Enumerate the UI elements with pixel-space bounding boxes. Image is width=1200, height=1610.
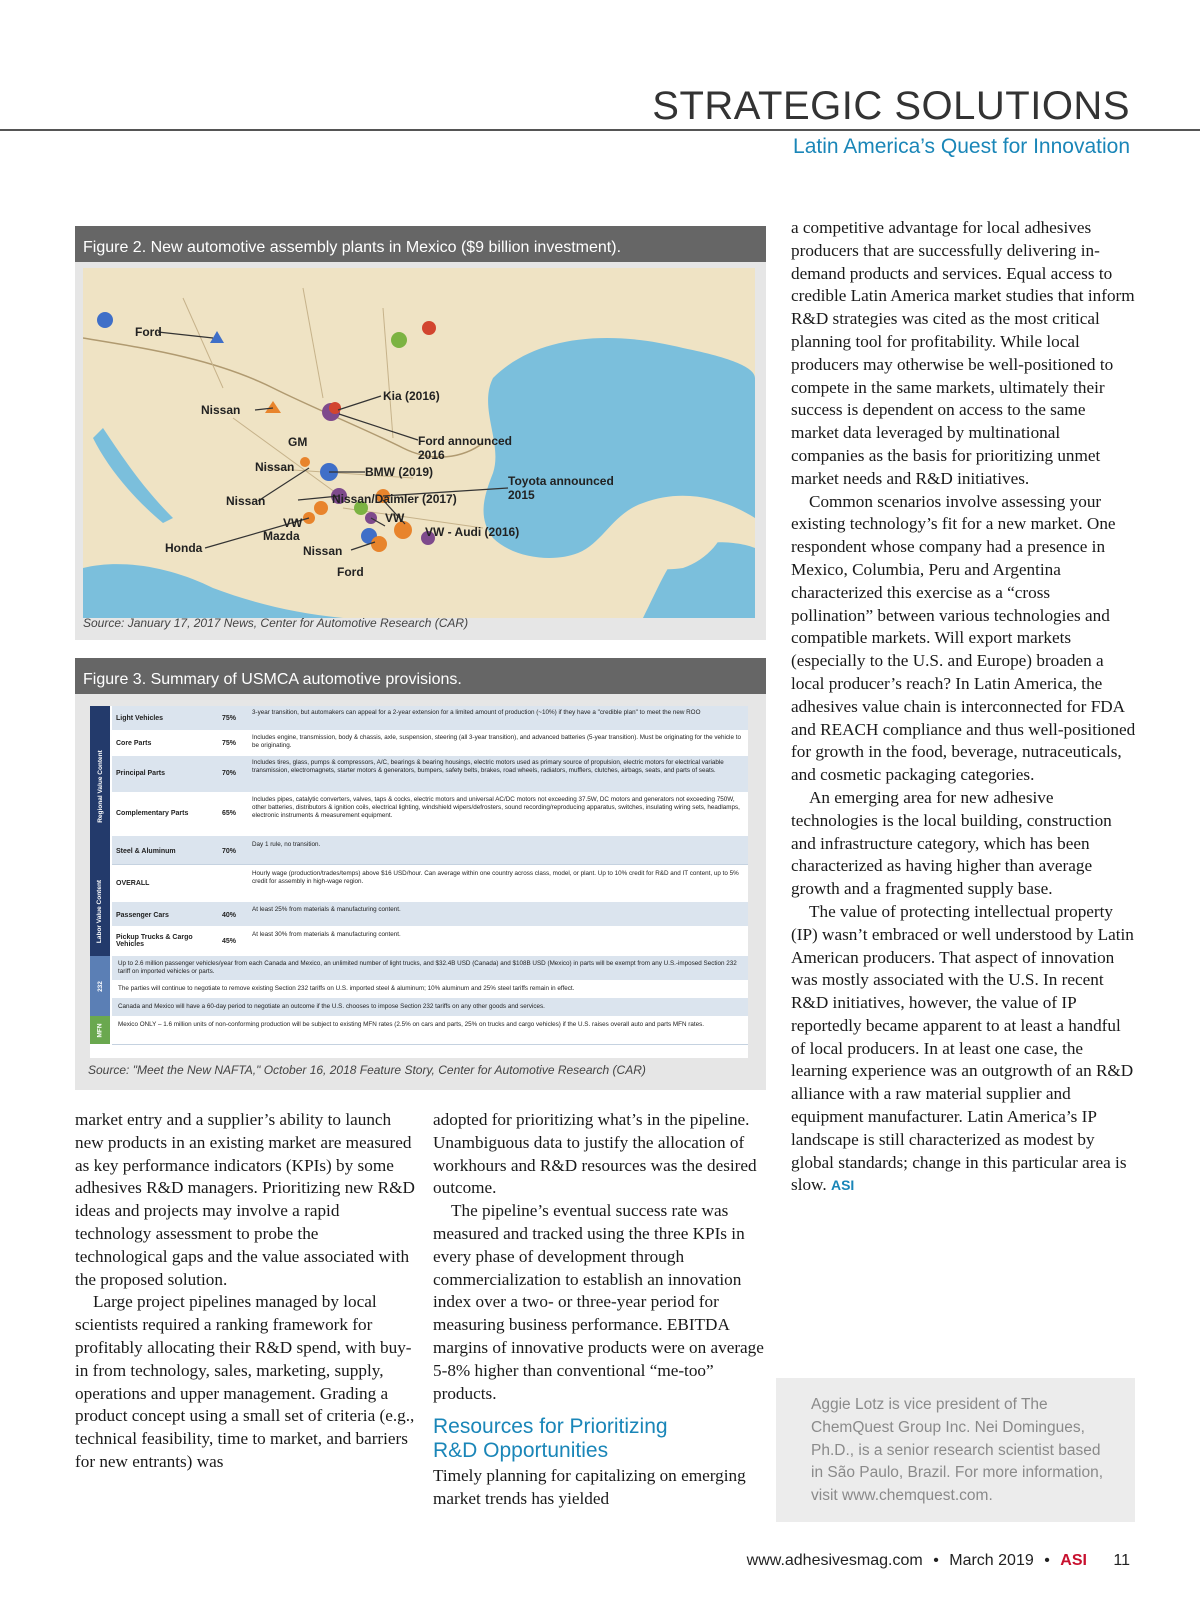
table-row: Passenger Cars 40% At least 25% from materials & manufacturing content.: [112, 902, 748, 927]
map-label: Kia (2016): [383, 389, 440, 403]
figure2-map: [83, 268, 755, 618]
paragraph: Timely planning for capitalizing on emerging market trends has yielded: [433, 1466, 746, 1509]
header-rule: [0, 129, 1200, 131]
end-mark: ASI: [830, 1177, 855, 1194]
paragraph: The pipeline’s eventual success rate was measured and tracked using the three KPIs in every phase of development through commercialization to establish an innovation index over a two- or three-year period for measuring business performance. EBITDA margins of innovative products were on average 5-8% higher than conventional “me-too” products.: [433, 1201, 764, 1403]
author-bio: Aggie Lotz is vice president of The ChemQuest Group Inc. Nei Domingues, Ph.D., is a senior research scientist based in São Paulo, Brazil. For more information, visit www.chemquest.com.: [811, 1396, 1104, 1505]
paragraph: Common scenarios involve assessing your existing technology’s fit for a new market. One respondent whose company had a presence in Mexico, Columbia, Peru and Argentina characterized this exercise as a “cross pollination” between various technologies and compatible markets. Will export markets (especially to the U.S. and Europe) broaden a local producer’s reach? In Latin America, the adhesives value chain is interconnected for FDA and REACH compliance and thus well-positioned for growth in the food, beverage, nutraceuticals, and cosmetic packaging categories.: [791, 491, 1136, 785]
paragraph: An emerging area for new adhesive technologies is the local building, construction and infrastructure category, which has been characterized as having higher than average growth and a fragmented supply base.: [791, 787, 1112, 899]
plant-marker: [371, 536, 387, 552]
figure2-source: Source: January 17, 2017 News, Center for Automotive Research (CAR): [83, 616, 469, 630]
map-label: Nissan: [255, 460, 295, 474]
map-label: Ford: [135, 325, 162, 339]
map-label: Nissan: [303, 544, 343, 558]
footer-brand: ASI: [1060, 1552, 1087, 1569]
body-column-3: [791, 217, 1136, 1197]
plant-marker: [329, 402, 341, 414]
table-row: The parties will continue to negotiate to remove existing Section 232 tariffs on U.S. imported steel & aluminum; 10% aluminum and 25% steel tariffs remain in effect.: [112, 980, 748, 999]
table-row: Steel & Aluminum 70% Day 1 rule, no transition.: [112, 836, 748, 865]
body-column-1: [75, 1109, 415, 1474]
band-232: 232: [90, 956, 110, 1016]
author-bio-box: [776, 1378, 1135, 1522]
paragraph: Large project pipelines managed by local scientists required a ranking framework for profitably allocating their R&D spend, with buy-in from technology, sales, marketing, supply, operations and upper management. Grading a product concept using a small set of criteria (e.g., technical feasibility, time to market, and barriers for new entrants) was: [75, 1292, 415, 1471]
map-label: Ford: [337, 565, 364, 579]
plant-marker: [300, 457, 310, 467]
figure2-caption: Figure 2. New automotive assembly plants in Mexico ($9 billion investment).: [75, 226, 766, 262]
table-row: Pickup Trucks & Cargo Vehicles 45% At least 30% from materials & manufacturing content.: [112, 926, 748, 957]
plant-marker: [97, 312, 113, 328]
section-subhead: Resources for Prioritizing R&D Opportunities: [433, 1415, 668, 1463]
paragraph: adopted for prioritizing what’s in the pipeline. Unambiguous data to justify the allocation of workhours and R&D resources was the desired outcome.: [433, 1110, 757, 1198]
table-row: Canada and Mexico will have a 60-day period to negotiate an outcome if the U.S. chooses to impose Section 232 tariffs on any other goods and services.: [112, 998, 748, 1017]
article-subtitle: Latin America’s Quest for Innovation: [793, 135, 1130, 158]
figure3-caption: Figure 3. Summary of USMCA automotive provisions.: [75, 658, 766, 694]
map-label: GM: [288, 435, 308, 449]
band-mfn: MFN: [90, 1016, 110, 1044]
table-row: Core Parts 75% Includes engine, transmission, body & chassis, axle, suspension, steering (all 3-year transition), and advanced batteries (5-year transition). Must be originating for the vehicle to be originating.: [112, 730, 748, 757]
figure2-panel: [75, 262, 766, 640]
map-label: BMW (2019): [365, 465, 434, 479]
footer-date: March 2019: [949, 1552, 1034, 1569]
footer-bullet: •: [1044, 1552, 1050, 1569]
map-label: Honda: [165, 541, 203, 555]
paragraph: a competitive advantage for local adhesives producers that are successfully delivering in-demand products and services. Equal access to credible Latin America market studies that inform R&D strategies was cited as the most critical planning tool for profitability. While local producers may otherwise be well-positioned to compete in the same markets, ultimately their success is dependent on access to the same market data leveraged by multinational companies as the basis for prioritizing unmet market needs and R&D initiatives.: [791, 218, 1135, 488]
table-row: Principal Parts 70% Includes tires, glass, pumps & compressors, A/C, bearings & bearing housings, electric motors used as primary source of propulsion, electric motors for electrical variable transmission, electromagnets, starter motors & generators, bumpers, safety belts, brakes, road wheels, radiators, mufflers, clutches, airbags, seats, and parts of seats.: [112, 756, 748, 793]
band-regional: Regional Value Content: [90, 706, 110, 866]
table-row: Complementary Parts 65% Includes pipes, catalytic converters, valves, taps & cocks, electric motors and universal AC/DC motors not exceeding 37.5W, DC motors and generators not exceeding 750W, other batteries, distributors & ignition coils, electrical lighting, windshield wipers/defrosters, sound recording/reproducing apparatus, switches, insulating wiring sets, headlamps, electronic instruments & measurement equipment.: [112, 792, 748, 837]
paragraph: market entry and a supplier’s ability to launch new products in an existing market are measured as key performance indicators (KPIs) by some adhesives R&D managers. Prioritizing new R&D ideas and projects may involve a rapid technology assessment to probe the technological gaps and the value associated with the proposed solution.: [75, 1110, 415, 1289]
table-row: Mexico ONLY – 1.6 million units of non-conforming production will be subject to existing MFN rates (2.5% on cars and parts, 25% on trucks and cargo vehicles) if the U.S. raises overall auto and parts MFN rates.: [112, 1016, 748, 1045]
map-label: Nissan/Daimler (2017): [332, 492, 457, 506]
table-row: OVERALL Hourly wage (production/trades/temps) above $16 USD/hour. Can average within one country across class, model, or plant. Up to 10% credit for R&D and IT content, up to 5% credit for assembly in high-wage region.: [112, 866, 748, 903]
map-label: VW - Audi (2016): [425, 525, 520, 539]
map-label: VW: [385, 511, 405, 525]
map-label: Nissan: [201, 403, 241, 417]
map-label: Nissan: [226, 494, 266, 508]
plant-marker: [422, 321, 436, 335]
map-label: Ford announced: [418, 434, 512, 448]
footer-url: www.adhesivesmag.com: [746, 1552, 923, 1569]
map-label: 2016: [418, 448, 445, 462]
paragraph: The value of protecting intellectual property (IP) wasn’t embraced or well understood by Latin American producers. That aspect of innovation was mostly associated with the U.S. In recent R&D initiatives, however, the value of IP reportedly became apparent to at least a handful of local producers. In at least one case, the learning experience was an outgrowth of an R&D alliance with a raw material supplier and equipment manufacturer. Latin America’s IP landscape is still characterized as modest by global standards; change in this particular area is slow. ASI: [791, 901, 1134, 1195]
figure3-source: Source: "Meet the New NAFTA," October 16, 2018 Feature Story, Center for Automotive Research (CAR): [88, 1063, 646, 1077]
usmca-table: [90, 706, 748, 1058]
page-footer: [747, 1552, 1130, 1570]
map-label: 2015: [508, 488, 535, 502]
footer-bullet: •: [933, 1552, 939, 1569]
map-label: Mazda: [263, 529, 300, 543]
plant-marker: [391, 332, 407, 348]
table-row: Up to 2.6 million passenger vehicles/year from each Canada and Mexico, an unlimited number of light trucks, and $32.4B USD (Canada) and $108B USD (Mexico) in parts will be exempt from any U.S.-imposed Section 232 tariff on imported vehicles or parts.: [112, 956, 748, 981]
section-title: STRATEGIC SOLUTIONS: [652, 84, 1130, 128]
band-labor: Labor Value Content: [90, 866, 110, 956]
plant-marker: [314, 501, 328, 515]
table-row: Light Vehicles 75% 3-year transition, but automakers can appeal for a 2-year extension for a limited amount of production (~10%) if they have a "credible plan" to meet the new ROO: [112, 706, 748, 731]
map-label: Toyota announced: [508, 474, 614, 488]
body-column-2: [433, 1109, 768, 1511]
map-label: VW: [283, 516, 303, 530]
page-number: 11: [1113, 1552, 1130, 1569]
